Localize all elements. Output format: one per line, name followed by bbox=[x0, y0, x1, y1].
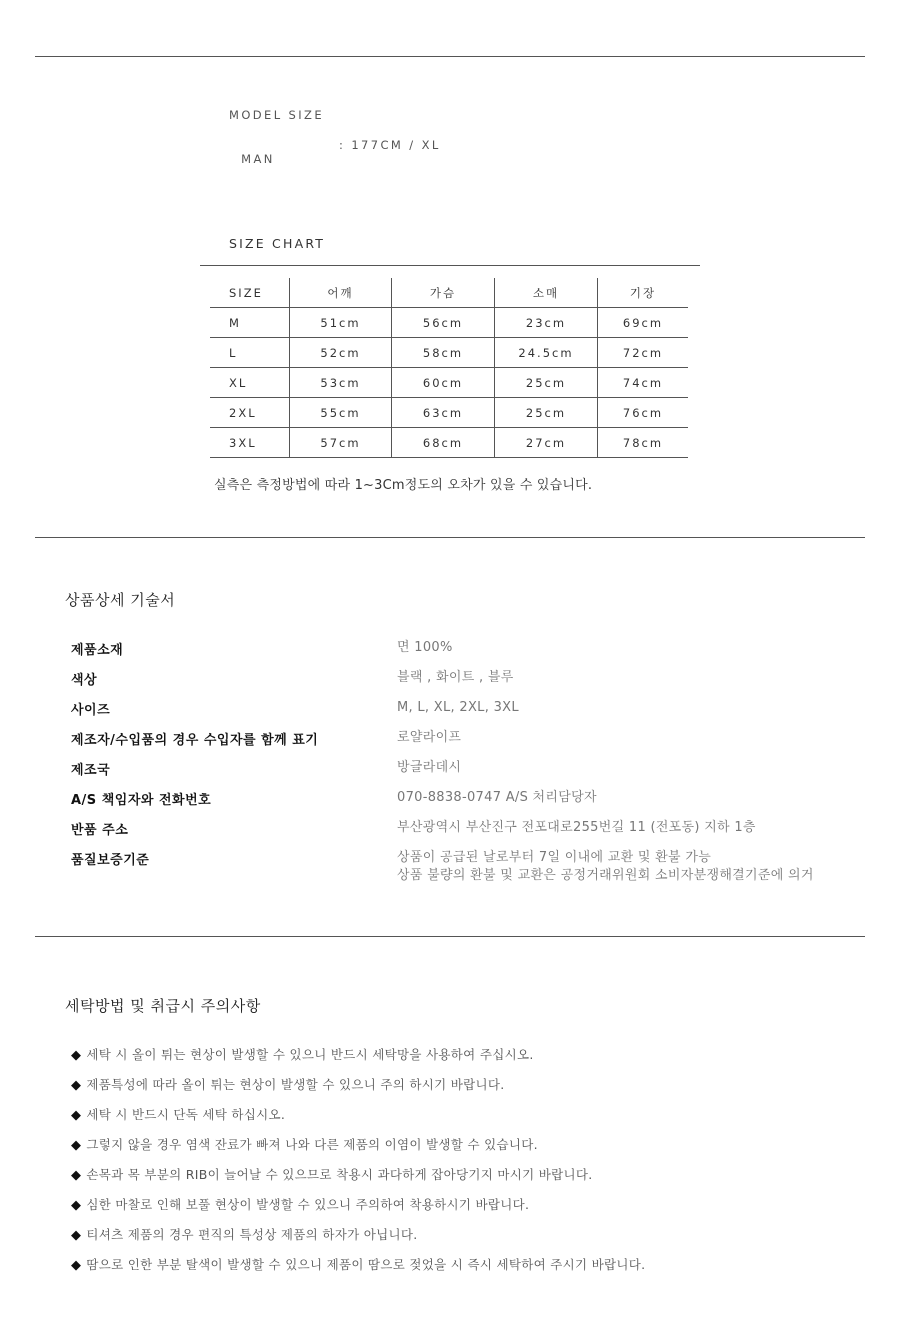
diamond-bullet-icon: ◆ bbox=[71, 1198, 82, 1213]
spec-key: 색상 bbox=[71, 673, 98, 688]
table-row bbox=[210, 368, 688, 398]
washing-item-text: 그렇지 않을 경우 염색 잔료가 빠져 나와 다른 제품의 이염이 발생할 수 있습니다. bbox=[86, 1137, 538, 1152]
spec-value: 블랙 , 화이트 , 블루 bbox=[397, 670, 514, 685]
sleeve-cell: 25cm bbox=[495, 368, 598, 398]
spec-key: 품질보증기준 bbox=[71, 853, 150, 868]
diamond-bullet-icon: ◆ bbox=[71, 1108, 82, 1123]
model-size-row bbox=[229, 138, 441, 180]
spec-value: 로얄라이프 bbox=[397, 730, 462, 745]
spec-value: 070-8838-0747 A/S 처리담당자 bbox=[397, 790, 597, 805]
diamond-bullet-icon: ◆ bbox=[71, 1078, 82, 1093]
spec-value: 면 100% bbox=[397, 640, 453, 655]
sleeve-cell: 27cm bbox=[495, 428, 598, 458]
spec-value: 상품 불량의 환불 및 교환은 공정거래위원회 소비자분쟁해결기준에 의거 bbox=[397, 868, 814, 883]
size-cell: 2XL bbox=[210, 398, 290, 428]
sleeve-cell: 24.5cm bbox=[495, 338, 598, 368]
table-row bbox=[210, 428, 688, 458]
model-size-title: MODEL SIZE bbox=[229, 108, 324, 122]
spec-value: 상품이 공급된 날로부터 7일 이내에 교환 및 환불 가능 bbox=[397, 850, 712, 865]
size-cell: L bbox=[210, 338, 290, 368]
spec-value: 방글라데시 bbox=[397, 760, 462, 775]
list-item bbox=[71, 1045, 534, 1063]
model-size-value: : 177CM / XL bbox=[339, 138, 441, 152]
size-cell: 3XL bbox=[210, 428, 290, 458]
table-row bbox=[210, 338, 688, 368]
shoulder-cell: 55cm bbox=[290, 398, 392, 428]
list-item bbox=[71, 1135, 538, 1153]
list-item bbox=[71, 1165, 593, 1183]
diamond-bullet-icon: ◆ bbox=[71, 1138, 82, 1153]
washing-item-text: 땀으로 인한 부분 탈색이 발생할 수 있으니 제품이 땀으로 젖었을 시 즉시 세탁하여 주시기 바랍니다. bbox=[86, 1257, 646, 1272]
washing-title: 세탁방법 및 취급시 주의사항 bbox=[65, 997, 261, 1015]
spec-key: 반품 주소 bbox=[71, 823, 129, 838]
length-cell: 69cm bbox=[598, 308, 689, 338]
header-cell: SIZE bbox=[210, 278, 290, 308]
shoulder-cell: 57cm bbox=[290, 428, 392, 458]
size-chart-note: 실측은 측정방법에 따라 1~3Cm정도의 오차가 있을 수 있습니다. bbox=[214, 478, 593, 493]
table-row bbox=[210, 398, 688, 428]
spec-value: 부산광역시 부산진구 전포대로255번길 11 (전포동) 지하 1층 bbox=[397, 820, 756, 835]
spec-key: 제품소재 bbox=[71, 643, 124, 658]
length-cell: 74cm bbox=[598, 368, 689, 398]
diamond-bullet-icon: ◆ bbox=[71, 1258, 82, 1273]
chest-cell: 56cm bbox=[392, 308, 495, 338]
spec-key: 제조자/수입품의 경우 수입자를 함께 표기 bbox=[71, 733, 319, 748]
header-cell: 가슴 bbox=[392, 278, 495, 308]
washing-item-text: 세탁 시 반드시 단독 세탁 하십시오. bbox=[86, 1107, 286, 1122]
chest-cell: 58cm bbox=[392, 338, 495, 368]
washing-item-text: 세탁 시 올이 튀는 현상이 발생할 수 있으니 반드시 세탁망을 사용하여 주십시오. bbox=[86, 1047, 534, 1062]
washing-item-text: 티셔츠 제품의 경우 편직의 특성상 제품의 하자가 아닙니다. bbox=[86, 1227, 418, 1242]
chest-cell: 60cm bbox=[392, 368, 495, 398]
top-divider bbox=[35, 56, 865, 57]
size-chart-header-row bbox=[210, 278, 688, 308]
list-item bbox=[71, 1195, 529, 1213]
section-divider-washing bbox=[35, 936, 865, 937]
length-cell: 76cm bbox=[598, 398, 689, 428]
list-item bbox=[71, 1075, 505, 1093]
size-cell: XL bbox=[210, 368, 290, 398]
spec-value: M, L, XL, 2XL, 3XL bbox=[397, 700, 519, 715]
shoulder-cell: 52cm bbox=[290, 338, 392, 368]
spec-key: A/S 책임자와 전화번호 bbox=[71, 793, 212, 808]
washing-item-text: 제품특성에 따라 올이 튀는 현상이 발생할 수 있으니 주의 하시기 바랍니다. bbox=[86, 1077, 505, 1092]
size-cell: M bbox=[210, 308, 290, 338]
size-chart-title: SIZE CHART bbox=[229, 236, 326, 251]
section-divider-spec bbox=[35, 537, 865, 538]
diamond-bullet-icon: ◆ bbox=[71, 1228, 82, 1243]
spec-key: 제조국 bbox=[71, 763, 111, 778]
size-chart-rule bbox=[200, 265, 700, 266]
length-cell: 72cm bbox=[598, 338, 689, 368]
sleeve-cell: 23cm bbox=[495, 308, 598, 338]
list-item bbox=[71, 1105, 285, 1123]
header-cell: 소매 bbox=[495, 278, 598, 308]
model-size-label: MAN bbox=[241, 152, 275, 166]
diamond-bullet-icon: ◆ bbox=[71, 1168, 82, 1183]
shoulder-cell: 51cm bbox=[290, 308, 392, 338]
spec-key: 사이즈 bbox=[71, 703, 111, 718]
table-row bbox=[210, 308, 688, 338]
size-chart-table bbox=[210, 278, 688, 458]
header-cell: 기장 bbox=[598, 278, 689, 308]
chest-cell: 68cm bbox=[392, 428, 495, 458]
spec-title: 상품상세 기술서 bbox=[65, 591, 176, 609]
list-item bbox=[71, 1255, 645, 1273]
sleeve-cell: 25cm bbox=[495, 398, 598, 428]
diamond-bullet-icon: ◆ bbox=[71, 1048, 82, 1063]
washing-item-text: 손목과 목 부분의 RIB이 늘어날 수 있으므로 착용시 과다하게 잡아당기지 마시기 바랍니다. bbox=[86, 1167, 593, 1182]
list-item bbox=[71, 1225, 418, 1243]
header-cell: 어깨 bbox=[290, 278, 392, 308]
length-cell: 78cm bbox=[598, 428, 689, 458]
shoulder-cell: 53cm bbox=[290, 368, 392, 398]
washing-item-text: 심한 마찰로 인해 보풀 현상이 발생할 수 있으니 주의하여 착용하시기 바랍니다. bbox=[86, 1197, 530, 1212]
chest-cell: 63cm bbox=[392, 398, 495, 428]
